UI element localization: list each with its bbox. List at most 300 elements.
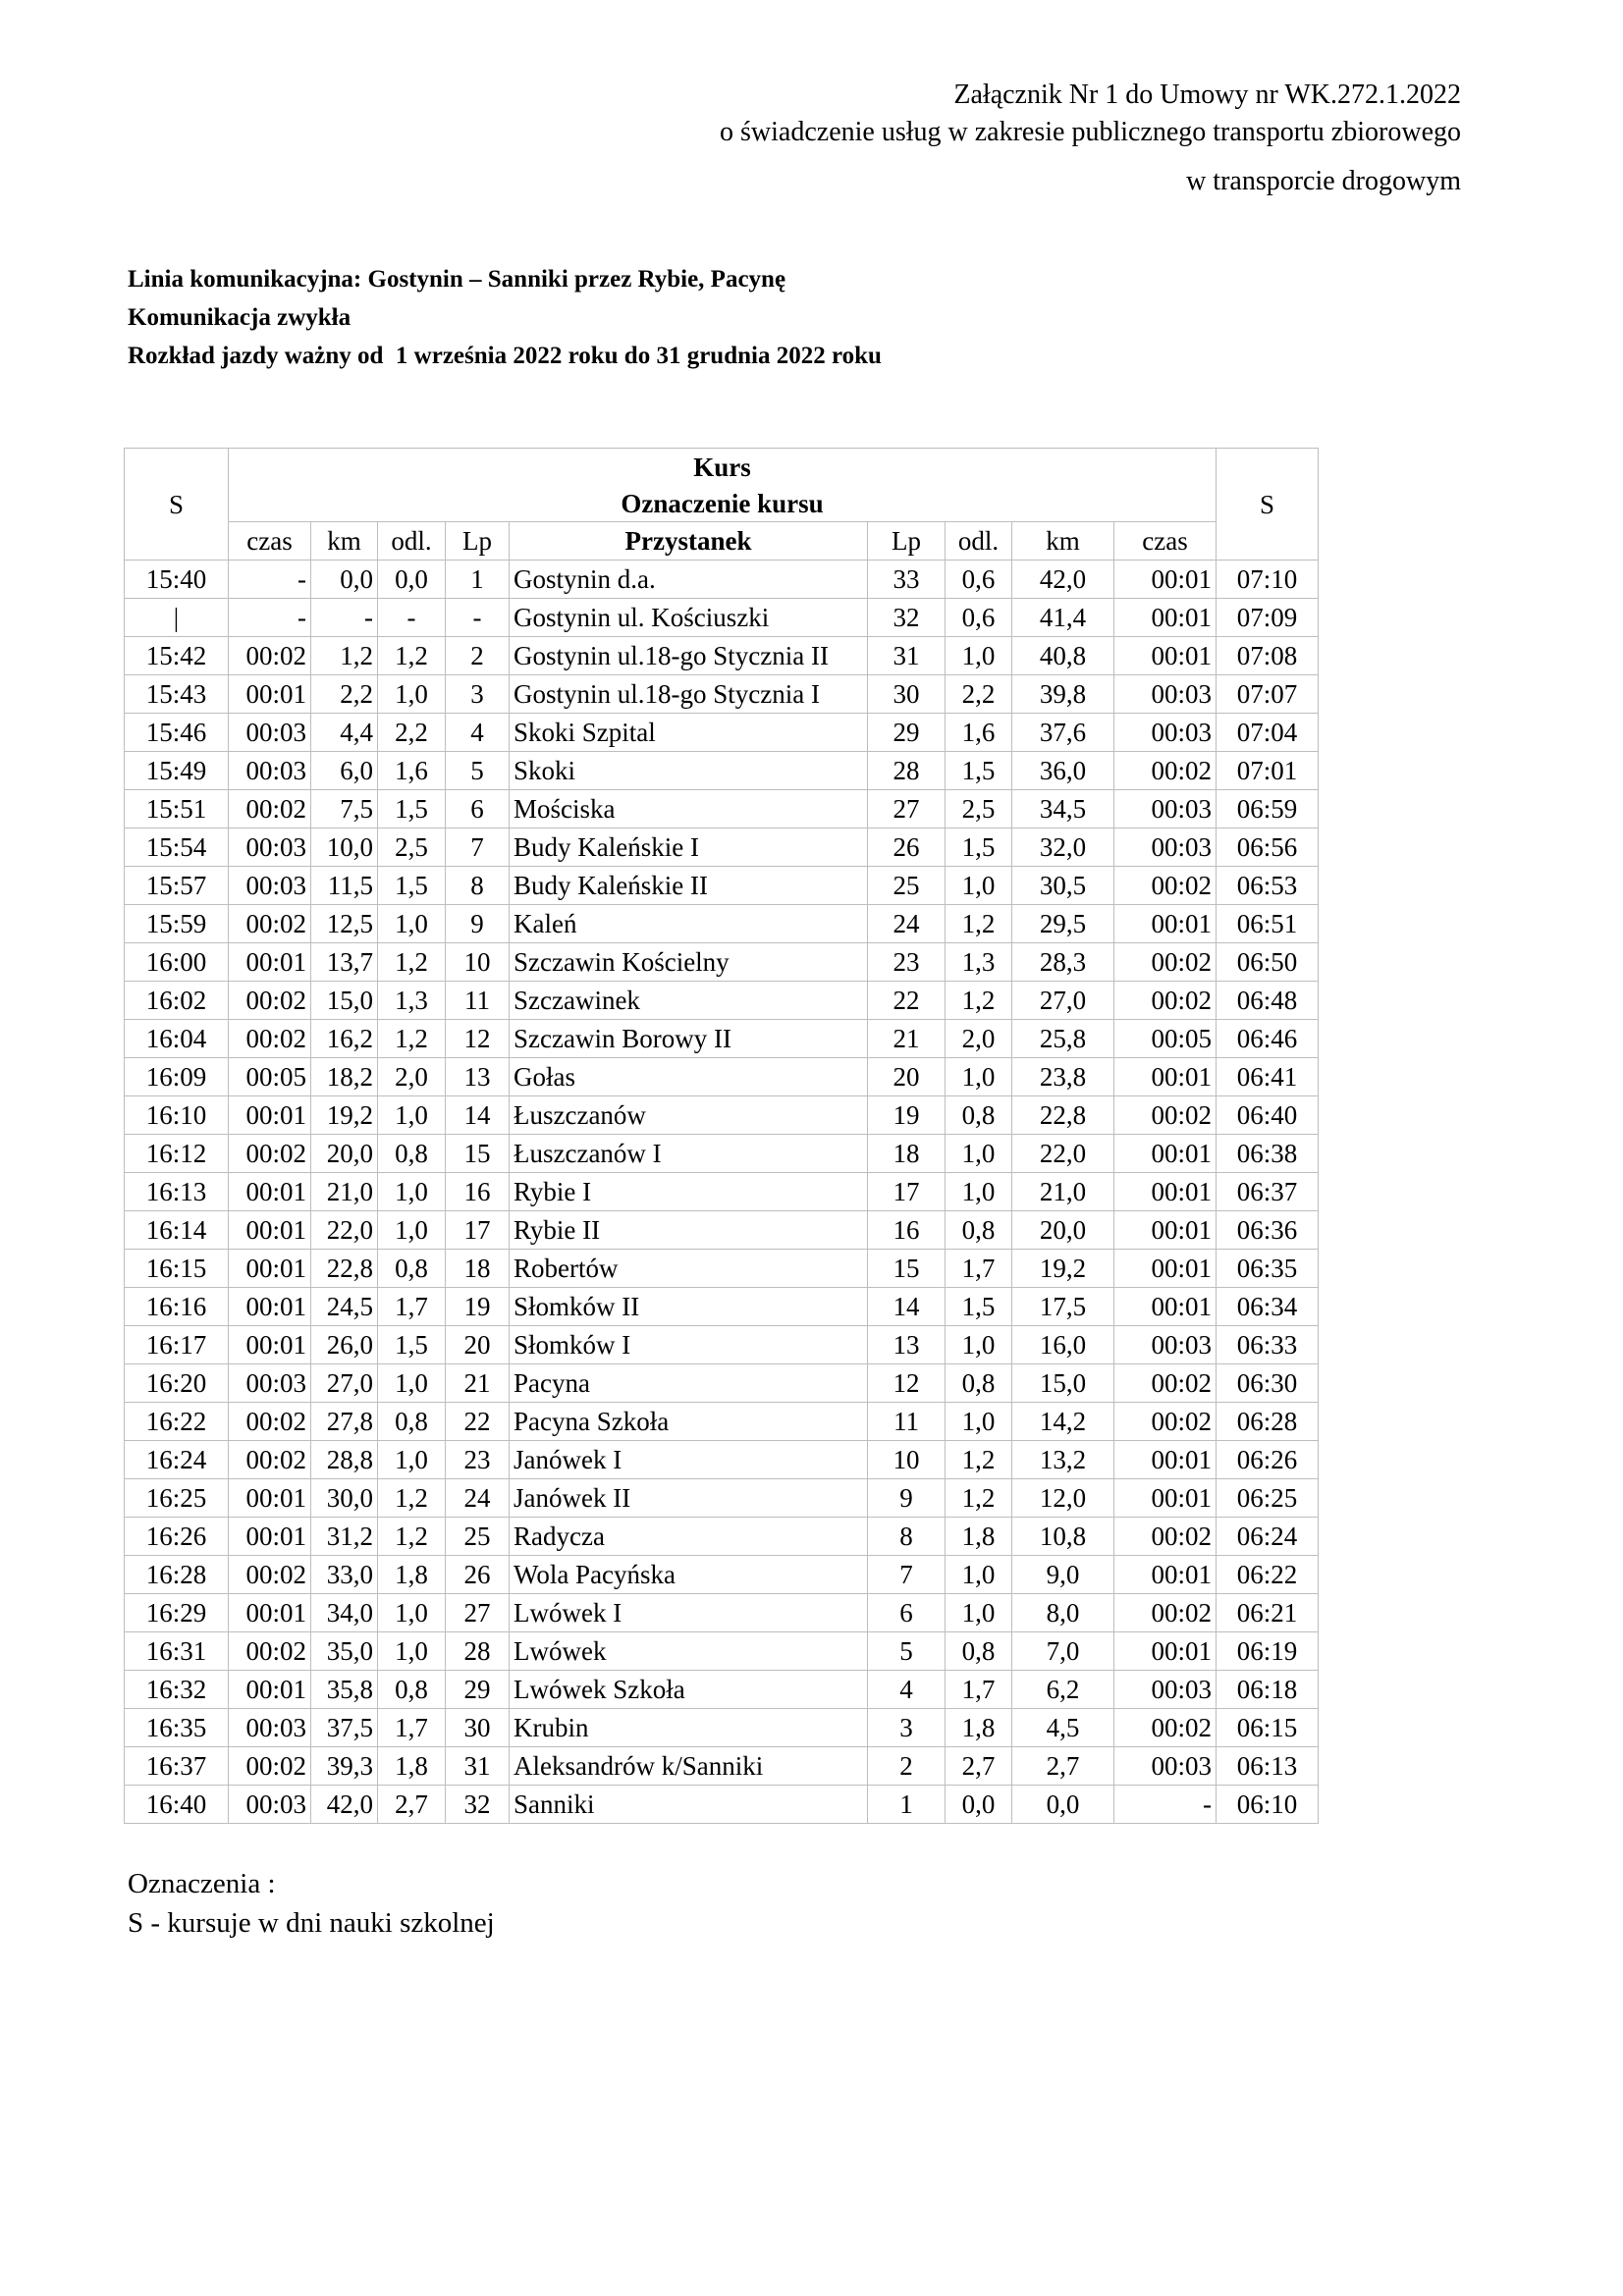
km-left: 12,5 xyxy=(311,905,378,943)
timetable xyxy=(124,448,1319,1824)
km-right: 28,3 xyxy=(1012,943,1114,982)
table-row xyxy=(125,943,1319,982)
czas-right: 00:01 xyxy=(1114,1288,1217,1326)
dep-time-right: 06:28 xyxy=(1217,1403,1319,1441)
odl-left: 1,3 xyxy=(378,982,446,1020)
dep-time-right: 06:18 xyxy=(1217,1671,1319,1709)
czas-right: 00:05 xyxy=(1114,1020,1217,1058)
odl-right: 1,8 xyxy=(946,1709,1012,1747)
dep-time-right: 06:34 xyxy=(1217,1288,1319,1326)
lp-left: 24 xyxy=(446,1479,510,1518)
km-left: 15,0 xyxy=(311,982,378,1020)
odl-left: 1,7 xyxy=(378,1709,446,1747)
lp-left: 32 xyxy=(446,1786,510,1824)
lp-right: 25 xyxy=(868,867,946,905)
lp-right: 22 xyxy=(868,982,946,1020)
km-right: 10,8 xyxy=(1012,1518,1114,1556)
km-left: 1,2 xyxy=(311,637,378,675)
dep-time-left: 15:54 xyxy=(125,828,229,867)
km-right: 8,0 xyxy=(1012,1594,1114,1632)
document-header xyxy=(720,77,1461,200)
col-lp-left: Lp xyxy=(446,522,510,561)
dep-time-right: 06:35 xyxy=(1217,1250,1319,1288)
header-subject-line: o świadczenie usług w zakresie publicznego transportu zbiorowego xyxy=(720,117,1461,147)
odl-left: 1,2 xyxy=(378,637,446,675)
czas-right: 00:03 xyxy=(1114,828,1217,867)
col-lp-right: Lp xyxy=(868,522,946,561)
czas-left: 00:02 xyxy=(229,790,311,828)
km-left: 0,0 xyxy=(311,561,378,599)
odl-right: 1,0 xyxy=(946,1326,1012,1364)
lp-left: 21 xyxy=(446,1364,510,1403)
odl-right: 1,0 xyxy=(946,1135,1012,1173)
km-left: 6,0 xyxy=(311,752,378,790)
odl-right: 2,5 xyxy=(946,790,1012,828)
lp-left: 1 xyxy=(446,561,510,599)
table-row xyxy=(125,1096,1319,1135)
czas-left: 00:01 xyxy=(229,1594,311,1632)
lp-left: 9 xyxy=(446,905,510,943)
czas-right: 00:02 xyxy=(1114,1594,1217,1632)
czas-right: 00:01 xyxy=(1114,599,1217,637)
km-left: 19,2 xyxy=(311,1096,378,1135)
czas-right: 00:01 xyxy=(1114,905,1217,943)
czas-right: 00:02 xyxy=(1114,1518,1217,1556)
table-row xyxy=(125,1632,1319,1671)
odl-right: 1,0 xyxy=(946,1403,1012,1441)
s-right-header: S xyxy=(1217,449,1319,561)
legend-item: S - kursuje w dni nauki szkolnej xyxy=(128,1907,495,1939)
dep-time-left: 16:02 xyxy=(125,982,229,1020)
km-right: 42,0 xyxy=(1012,561,1114,599)
odl-right: 2,7 xyxy=(946,1747,1012,1786)
dep-time-right: 06:19 xyxy=(1217,1632,1319,1671)
czas-right: 00:03 xyxy=(1114,790,1217,828)
czas-right: 00:01 xyxy=(1114,1058,1217,1096)
stop-name: Słomków II xyxy=(510,1288,868,1326)
czas-left: 00:02 xyxy=(229,1747,311,1786)
odl-left: 2,2 xyxy=(378,714,446,752)
czas-left: 00:05 xyxy=(229,1058,311,1096)
km-right: 41,4 xyxy=(1012,599,1114,637)
lp-left: 22 xyxy=(446,1403,510,1441)
dep-time-right: 06:24 xyxy=(1217,1518,1319,1556)
km-right: 22,0 xyxy=(1012,1135,1114,1173)
lp-right: 10 xyxy=(868,1441,946,1479)
table-row xyxy=(125,1250,1319,1288)
dep-time-left: 16:37 xyxy=(125,1747,229,1786)
odl-right: 0,8 xyxy=(946,1364,1012,1403)
stop-name: Lwówek Szkoła xyxy=(510,1671,868,1709)
czas-left: - xyxy=(229,599,311,637)
table-row xyxy=(125,1747,1319,1786)
czas-right: 00:01 xyxy=(1114,1632,1217,1671)
odl-left: 2,5 xyxy=(378,828,446,867)
timetable-body xyxy=(125,561,1319,1824)
czas-left: 00:02 xyxy=(229,1403,311,1441)
km-right: 15,0 xyxy=(1012,1364,1114,1403)
czas-left: 00:02 xyxy=(229,1632,311,1671)
lp-right: 30 xyxy=(868,675,946,714)
stop-name: Sanniki xyxy=(510,1786,868,1824)
col-stop: Przystanek xyxy=(510,522,868,561)
table-row xyxy=(125,1594,1319,1632)
km-right: 40,8 xyxy=(1012,637,1114,675)
legend xyxy=(128,1864,495,1943)
km-left: 28,8 xyxy=(311,1441,378,1479)
czas-right: 00:01 xyxy=(1114,1250,1217,1288)
km-left: 27,0 xyxy=(311,1364,378,1403)
km-left: 34,0 xyxy=(311,1594,378,1632)
table-row xyxy=(125,1288,1319,1326)
dep-time-right: 06:50 xyxy=(1217,943,1319,982)
lp-left: 14 xyxy=(446,1096,510,1135)
lp-right: 33 xyxy=(868,561,946,599)
odl-left: 1,5 xyxy=(378,867,446,905)
stop-name: Rybie II xyxy=(510,1211,868,1250)
dep-time-right: 06:30 xyxy=(1217,1364,1319,1403)
stop-name: Gołas xyxy=(510,1058,868,1096)
table-row xyxy=(125,1786,1319,1824)
km-right: 32,0 xyxy=(1012,828,1114,867)
validity-period: Rozkład jazdy ważny od 1 września 2022 roku do 31 grudnia 2022 roku xyxy=(128,343,882,369)
dep-time-right: 06:40 xyxy=(1217,1096,1319,1135)
table-row xyxy=(125,1556,1319,1594)
stop-name: Budy Kaleńskie I xyxy=(510,828,868,867)
lp-right: 14 xyxy=(868,1288,946,1326)
dep-time-left: 16:28 xyxy=(125,1556,229,1594)
km-left: 18,2 xyxy=(311,1058,378,1096)
dep-time-right: 06:33 xyxy=(1217,1326,1319,1364)
dep-time-right: 06:51 xyxy=(1217,905,1319,943)
km-left: 42,0 xyxy=(311,1786,378,1824)
stop-name: Radycza xyxy=(510,1518,868,1556)
stop-name: Janówek II xyxy=(510,1479,868,1518)
km-right: 34,5 xyxy=(1012,790,1114,828)
czas-left: 00:03 xyxy=(229,1786,311,1824)
odl-left: 1,2 xyxy=(378,1518,446,1556)
table-row xyxy=(125,828,1319,867)
s-left-header: S xyxy=(125,449,229,561)
lp-right: 11 xyxy=(868,1403,946,1441)
col-km-left: km xyxy=(311,522,378,561)
kurs-title: Kurs xyxy=(229,449,1217,486)
dep-time-right: 06:13 xyxy=(1217,1747,1319,1786)
czas-left: 00:03 xyxy=(229,752,311,790)
km-left: - xyxy=(311,599,378,637)
km-left: 2,2 xyxy=(311,675,378,714)
dep-time-right: 06:25 xyxy=(1217,1479,1319,1518)
dep-time-right: 06:26 xyxy=(1217,1441,1319,1479)
km-right: 4,5 xyxy=(1012,1709,1114,1747)
czas-left: 00:01 xyxy=(229,943,311,982)
dep-time-right: 06:36 xyxy=(1217,1211,1319,1250)
lp-left: 29 xyxy=(446,1671,510,1709)
czas-left: 00:01 xyxy=(229,1326,311,1364)
lp-right: 6 xyxy=(868,1594,946,1632)
dep-time-left: 16:24 xyxy=(125,1441,229,1479)
dep-time-left: 16:12 xyxy=(125,1135,229,1173)
dep-time-left: 16:31 xyxy=(125,1632,229,1671)
czas-left: 00:01 xyxy=(229,1250,311,1288)
dep-time-left: | xyxy=(125,599,229,637)
lp-left: 12 xyxy=(446,1020,510,1058)
lp-right: 13 xyxy=(868,1326,946,1364)
lp-left: 8 xyxy=(446,867,510,905)
table-row xyxy=(125,1518,1319,1556)
odl-right: 2,0 xyxy=(946,1020,1012,1058)
table-row xyxy=(125,1441,1319,1479)
dep-time-right: 06:10 xyxy=(1217,1786,1319,1824)
czas-right: 00:02 xyxy=(1114,1364,1217,1403)
odl-right: 1,0 xyxy=(946,1173,1012,1211)
lp-left: 4 xyxy=(446,714,510,752)
odl-left: 1,0 xyxy=(378,1096,446,1135)
odl-left: 2,0 xyxy=(378,1058,446,1096)
lp-left: 18 xyxy=(446,1250,510,1288)
stop-name: Gostynin ul.18-go Stycznia I xyxy=(510,675,868,714)
lp-right: 9 xyxy=(868,1479,946,1518)
stop-name: Skoki xyxy=(510,752,868,790)
km-right: 6,2 xyxy=(1012,1671,1114,1709)
km-right: 30,5 xyxy=(1012,867,1114,905)
lp-left: 25 xyxy=(446,1518,510,1556)
km-left: 33,0 xyxy=(311,1556,378,1594)
legend-title: Oznaczenia : xyxy=(128,1868,276,1899)
stop-name: Łuszczanów xyxy=(510,1096,868,1135)
czas-right: 00:02 xyxy=(1114,752,1217,790)
km-left: 10,0 xyxy=(311,828,378,867)
stop-name: Szczawin Kościelny xyxy=(510,943,868,982)
czas-right: 00:03 xyxy=(1114,714,1217,752)
dep-time-left: 16:40 xyxy=(125,1786,229,1824)
table-row xyxy=(125,714,1319,752)
dep-time-left: 15:59 xyxy=(125,905,229,943)
odl-left: 0,8 xyxy=(378,1250,446,1288)
lp-right: 27 xyxy=(868,790,946,828)
dep-time-left: 16:16 xyxy=(125,1288,229,1326)
lp-left: 23 xyxy=(446,1441,510,1479)
lp-left: 3 xyxy=(446,675,510,714)
dep-time-left: 16:10 xyxy=(125,1096,229,1135)
stop-name: Rybie I xyxy=(510,1173,868,1211)
lp-right: 32 xyxy=(868,599,946,637)
dep-time-left: 16:17 xyxy=(125,1326,229,1364)
stop-name: Lwówek I xyxy=(510,1594,868,1632)
table-row xyxy=(125,1058,1319,1096)
stop-name: Szczawin Borowy II xyxy=(510,1020,868,1058)
km-left: 27,8 xyxy=(311,1403,378,1441)
lp-right: 20 xyxy=(868,1058,946,1096)
table-row xyxy=(125,752,1319,790)
stop-name: Mościska xyxy=(510,790,868,828)
table-row xyxy=(125,599,1319,637)
czas-right: 00:02 xyxy=(1114,1709,1217,1747)
lp-left: 7 xyxy=(446,828,510,867)
dep-time-right: 06:22 xyxy=(1217,1556,1319,1594)
km-right: 39,8 xyxy=(1012,675,1114,714)
lp-right: 29 xyxy=(868,714,946,752)
table-row xyxy=(125,1364,1319,1403)
km-left: 30,0 xyxy=(311,1479,378,1518)
km-left: 31,2 xyxy=(311,1518,378,1556)
czas-right: 00:01 xyxy=(1114,561,1217,599)
lp-left: 19 xyxy=(446,1288,510,1326)
czas-right: 00:01 xyxy=(1114,1479,1217,1518)
stop-name: Budy Kaleńskie II xyxy=(510,867,868,905)
czas-left: 00:01 xyxy=(229,1288,311,1326)
lp-left: 13 xyxy=(446,1058,510,1096)
km-left: 13,7 xyxy=(311,943,378,982)
czas-left: 00:02 xyxy=(229,1556,311,1594)
km-right: 27,0 xyxy=(1012,982,1114,1020)
dep-time-right: 07:10 xyxy=(1217,561,1319,599)
km-right: 12,0 xyxy=(1012,1479,1114,1518)
odl-left: 1,0 xyxy=(378,1173,446,1211)
lp-right: 18 xyxy=(868,1135,946,1173)
odl-right: 1,0 xyxy=(946,867,1012,905)
dep-time-left: 16:04 xyxy=(125,1020,229,1058)
dep-time-left: 16:35 xyxy=(125,1709,229,1747)
czas-left: 00:02 xyxy=(229,1135,311,1173)
table-row xyxy=(125,982,1319,1020)
lp-right: 7 xyxy=(868,1556,946,1594)
stop-name: Janówek I xyxy=(510,1441,868,1479)
dep-time-right: 06:38 xyxy=(1217,1135,1319,1173)
dep-time-left: 16:29 xyxy=(125,1594,229,1632)
czas-left: 00:01 xyxy=(229,1173,311,1211)
dep-time-left: 16:13 xyxy=(125,1173,229,1211)
czas-right: 00:02 xyxy=(1114,1403,1217,1441)
table-row xyxy=(125,1020,1319,1058)
km-right: 21,0 xyxy=(1012,1173,1114,1211)
lp-right: 3 xyxy=(868,1709,946,1747)
odl-right: 0,8 xyxy=(946,1632,1012,1671)
line-info xyxy=(128,260,882,375)
czas-left: 00:02 xyxy=(229,637,311,675)
table-row xyxy=(125,1211,1319,1250)
czas-right: 00:01 xyxy=(1114,1173,1217,1211)
course-designation: Oznaczenie kursu xyxy=(229,485,1217,522)
odl-left: 1,0 xyxy=(378,675,446,714)
table-row xyxy=(125,905,1319,943)
odl-right: 1,0 xyxy=(946,1556,1012,1594)
czas-right: 00:03 xyxy=(1114,1671,1217,1709)
col-czas-right: czas xyxy=(1114,522,1217,561)
odl-right: 0,0 xyxy=(946,1786,1012,1824)
dep-time-right: 07:07 xyxy=(1217,675,1319,714)
odl-left: 1,0 xyxy=(378,1211,446,1250)
odl-left: 1,8 xyxy=(378,1747,446,1786)
czas-left: 00:03 xyxy=(229,714,311,752)
czas-left: 00:01 xyxy=(229,1211,311,1250)
dep-time-right: 07:09 xyxy=(1217,599,1319,637)
czas-right: 00:03 xyxy=(1114,1326,1217,1364)
stop-name: Lwówek xyxy=(510,1632,868,1671)
km-left: 39,3 xyxy=(311,1747,378,1786)
czas-left: 00:01 xyxy=(229,1671,311,1709)
odl-right: 0,6 xyxy=(946,561,1012,599)
czas-left: 00:01 xyxy=(229,675,311,714)
odl-right: 1,3 xyxy=(946,943,1012,982)
lp-right: 1 xyxy=(868,1786,946,1824)
km-right: 7,0 xyxy=(1012,1632,1114,1671)
km-left: 4,4 xyxy=(311,714,378,752)
lp-right: 21 xyxy=(868,1020,946,1058)
stop-name: Skoki Szpital xyxy=(510,714,868,752)
czas-left: 00:01 xyxy=(229,1479,311,1518)
km-left: 21,0 xyxy=(311,1173,378,1211)
odl-right: 1,8 xyxy=(946,1518,1012,1556)
km-left: 22,8 xyxy=(311,1250,378,1288)
lp-right: 24 xyxy=(868,905,946,943)
czas-left: 00:02 xyxy=(229,1441,311,1479)
odl-left: 1,2 xyxy=(378,943,446,982)
km-right: 20,0 xyxy=(1012,1211,1114,1250)
odl-left: 1,5 xyxy=(378,1326,446,1364)
czas-right: 00:01 xyxy=(1114,1135,1217,1173)
lp-right: 2 xyxy=(868,1747,946,1786)
odl-right: 1,5 xyxy=(946,1288,1012,1326)
stop-name: Kaleń xyxy=(510,905,868,943)
dep-time-left: 16:15 xyxy=(125,1250,229,1288)
dep-time-left: 16:26 xyxy=(125,1518,229,1556)
odl-left: 1,5 xyxy=(378,790,446,828)
lp-right: 31 xyxy=(868,637,946,675)
km-left: 22,0 xyxy=(311,1211,378,1250)
dep-time-left: 16:22 xyxy=(125,1403,229,1441)
line-name: Linia komunikacyjna: Gostynin – Sanniki przez Rybie, Pacynę xyxy=(128,266,786,293)
table-row xyxy=(125,637,1319,675)
km-right: 22,8 xyxy=(1012,1096,1114,1135)
table-row xyxy=(125,1671,1319,1709)
odl-left: - xyxy=(378,599,446,637)
dep-time-left: 15:42 xyxy=(125,637,229,675)
col-odl-left: odl. xyxy=(378,522,446,561)
stop-name: Łuszczanów I xyxy=(510,1135,868,1173)
lp-right: 23 xyxy=(868,943,946,982)
stop-name: Aleksandrów k/Sanniki xyxy=(510,1747,868,1786)
dep-time-left: 15:43 xyxy=(125,675,229,714)
km-right: 14,2 xyxy=(1012,1403,1114,1441)
dep-time-right: 07:08 xyxy=(1217,637,1319,675)
header-annex-line: Załącznik Nr 1 do Umowy nr WK.272.1.2022 xyxy=(953,80,1461,110)
lp-left: 26 xyxy=(446,1556,510,1594)
lp-left: - xyxy=(446,599,510,637)
dep-time-left: 15:40 xyxy=(125,561,229,599)
odl-right: 0,8 xyxy=(946,1096,1012,1135)
czas-left: 00:02 xyxy=(229,905,311,943)
col-km-right: km xyxy=(1012,522,1114,561)
table-row xyxy=(125,1326,1319,1364)
km-right: 0,0 xyxy=(1012,1786,1114,1824)
czas-right: 00:01 xyxy=(1114,637,1217,675)
km-right: 17,5 xyxy=(1012,1288,1114,1326)
lp-left: 28 xyxy=(446,1632,510,1671)
czas-right: 00:02 xyxy=(1114,943,1217,982)
lp-left: 11 xyxy=(446,982,510,1020)
km-right: 9,0 xyxy=(1012,1556,1114,1594)
dep-time-right: 07:01 xyxy=(1217,752,1319,790)
czas-left: 00:02 xyxy=(229,982,311,1020)
km-left: 20,0 xyxy=(311,1135,378,1173)
odl-right: 1,0 xyxy=(946,1594,1012,1632)
km-right: 19,2 xyxy=(1012,1250,1114,1288)
odl-right: 1,2 xyxy=(946,982,1012,1020)
odl-right: 1,2 xyxy=(946,905,1012,943)
lp-right: 19 xyxy=(868,1096,946,1135)
lp-right: 12 xyxy=(868,1364,946,1403)
